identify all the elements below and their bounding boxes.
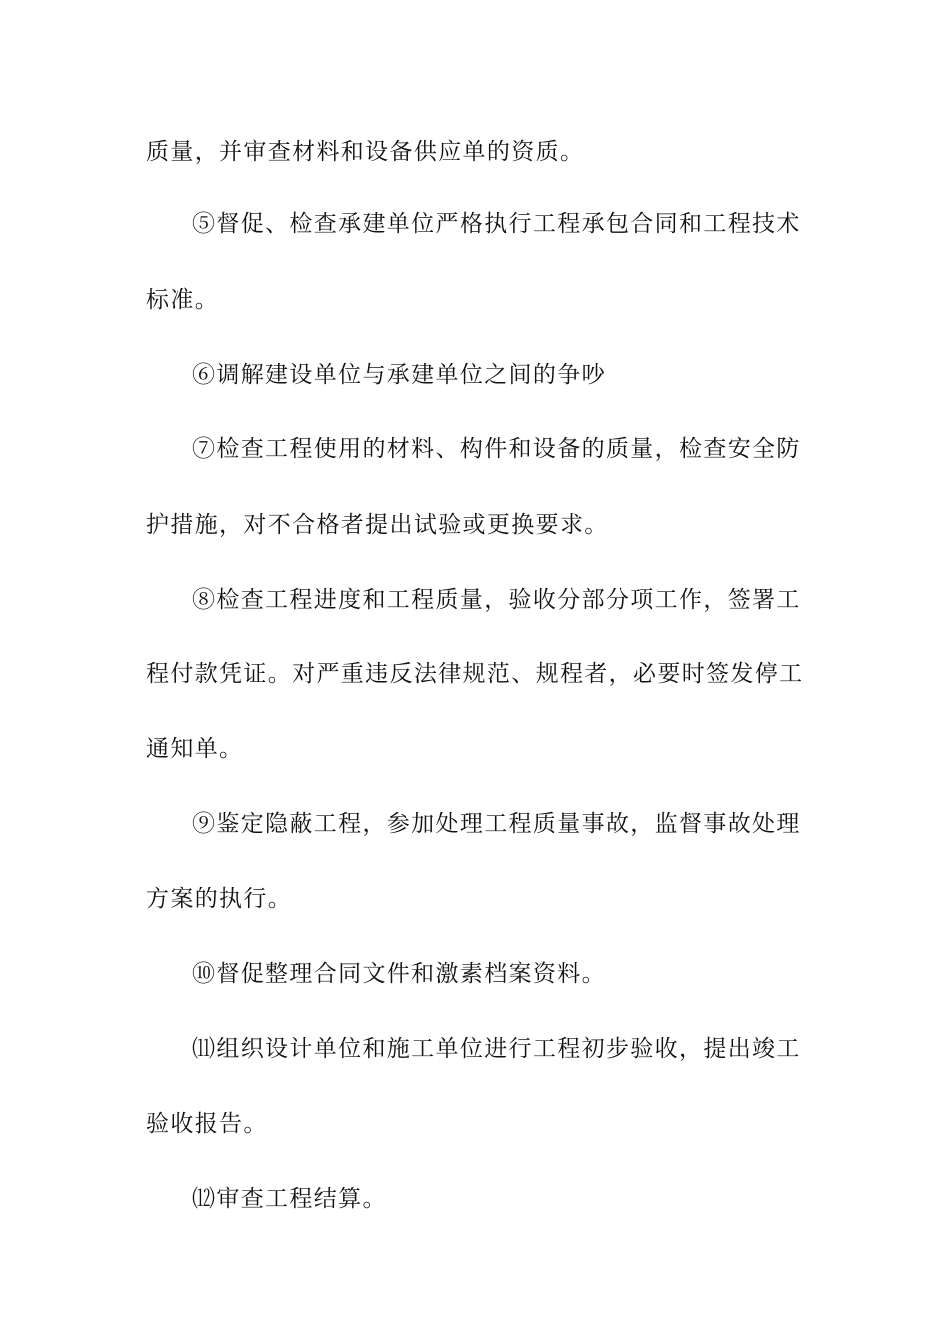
text-line-3: 标准。 [146,287,220,313]
text-line-10: ⑨鉴定隐蔽工程，参加处理工程质量事故，监督事故处理 [192,811,801,837]
text-line-13: ⑾组织设计单位和施工单位进行工程初步验收，提出竣工 [192,1036,801,1062]
text-line-12: ⑩督促整理合同文件和激素档案资料。 [192,961,606,987]
text-line-8: 程付款凭证。对严重违反法律规范、规程者，必要时签发停工 [146,661,804,687]
text-line-14: 验收报告。 [146,1111,268,1137]
text-line-5: ⑦检查工程使用的材料、构件和设备的质量，检查安全防 [192,436,801,462]
text-line-2: ⑤督促、检查承建单位严格执行工程承包合同和工程技术 [192,211,801,237]
text-line-15: ⑿审查工程结算。 [192,1186,387,1212]
text-line-6: 护措施，对不合格者提出试验或更换要求。 [146,512,609,538]
text-line-1: 质量，并审查材料和设备供应单的资质。 [146,139,585,165]
text-line-4: ⑥调解建设单位与承建单位之间的争吵 [192,362,606,388]
text-line-11: 方案的执行。 [146,886,293,912]
text-line-9: 通知单。 [146,736,244,762]
text-line-7: ⑧检查工程进度和工程质量，验收分部分项工作，签署工 [192,587,801,613]
